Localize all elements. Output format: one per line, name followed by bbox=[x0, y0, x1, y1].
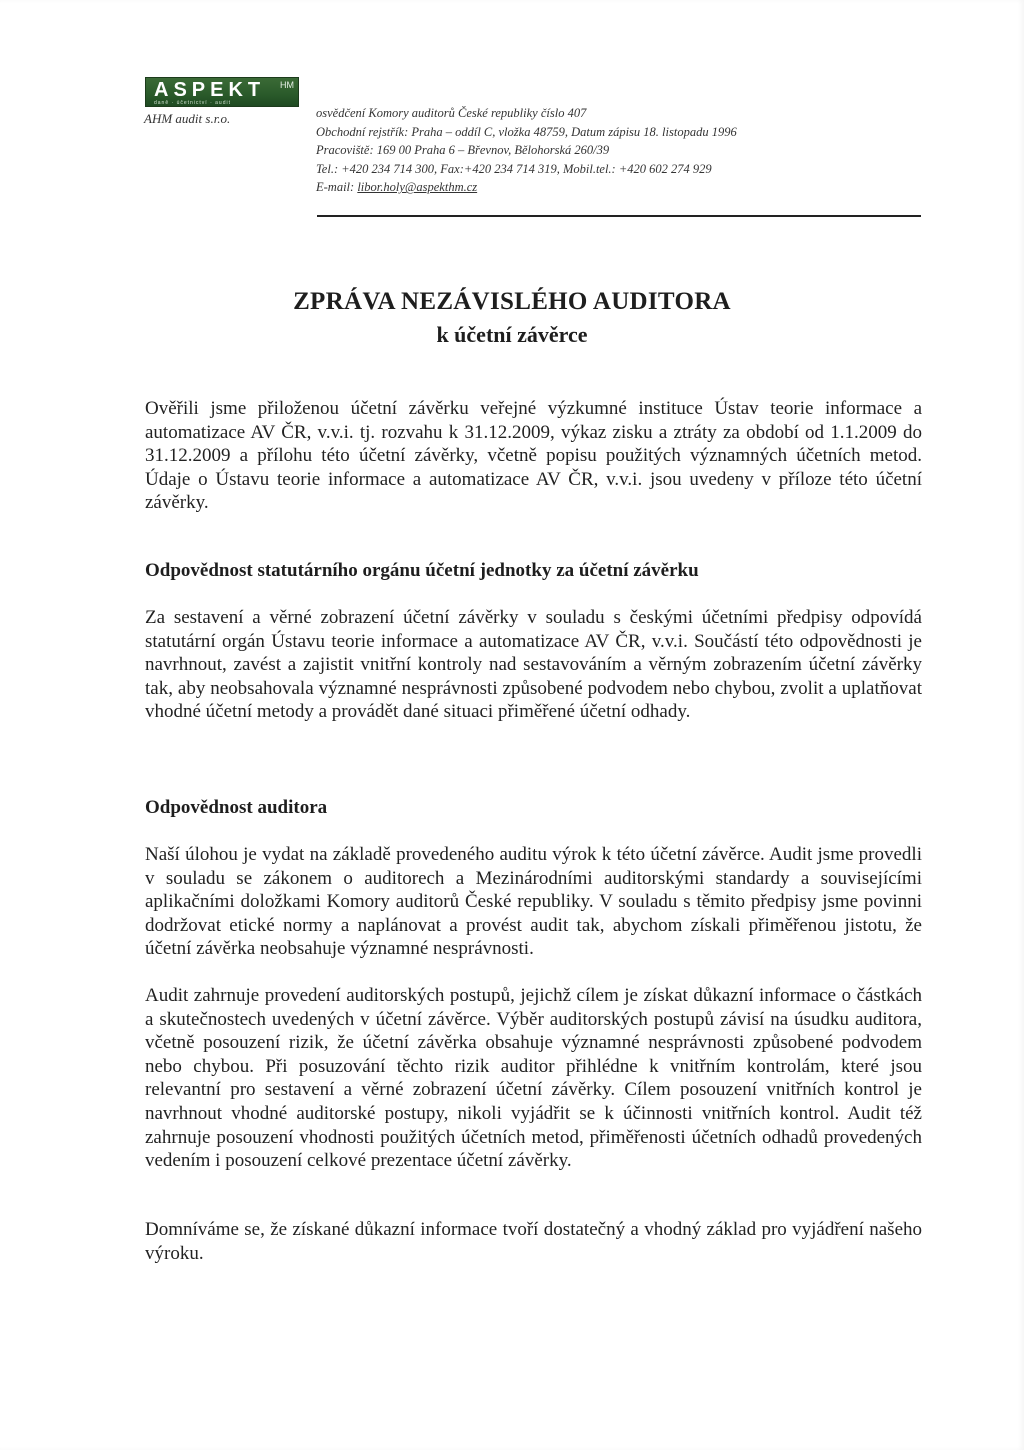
email-label: E-mail: bbox=[316, 180, 358, 195]
company-name: AHM audit s.r.o. bbox=[144, 111, 231, 126]
section-heading-statutory: Odpovědnost statutárního orgánu účetní jednotky za účetní závěrku bbox=[145, 560, 699, 581]
contact-line-office: Pracoviště: 169 00 Praha 6 – Břevnov, Bělohorská 260/39 bbox=[316, 143, 610, 158]
report-title: ZPRÁVA NEZÁVISLÉHO AUDITORA bbox=[293, 288, 731, 315]
section-heading-auditor: Odpovědnost auditora bbox=[145, 797, 328, 818]
contact-line-register: Obchodní rejstřík: Praha – oddíl C, vložka 48759, Datum zápisu 18. listopadu 1996 bbox=[316, 124, 737, 139]
auditor-paragraph-3: Domníváme se, že získané důkazní informace tvoří dostatečný a vhodný základ pro vyjádření našeho výroku. bbox=[145, 1219, 922, 1264]
contact-line-phone: Tel.: +420 234 714 300, Fax:+420 234 714 319, Mobil.tel.: +420 602 274 929 bbox=[316, 161, 712, 176]
header-divider bbox=[317, 215, 921, 217]
auditor-paragraph-2: Audit zahrnuje provedení auditorských postupů, jejichž cílem je získat důkazní informace o částkách a skutečnostech uvedených v účetní závěrce. Výběr auditorských postupů závisí na úsudku auditora, včetně posouzení rizik, že účetní závěrka obsahuje významné nesprávnosti způsobené podvodem nebo chybou. Při posuzování těchto rizik auditor přihlédne k vnitřním kontrolám, které jsou relevantní pro sestavení a věrné zobrazení účetní závěrky. Cílem posouzení vnitřních kontrol je navrhnout vhodné auditorské postupy, nikoli vyjádřit se k účinnosti vnitřních kontrol. Audit též zahrnuje posouzení vhodnosti použitých účetních metod, přiměřenosti účetních odhadů provedených vedením i posouzení celkové prezentace účetní závěrky. bbox=[145, 985, 922, 1172]
email-link[interactable]: libor.holy@aspekthm.cz bbox=[357, 180, 478, 195]
contact-line-email bbox=[316, 178, 737, 197]
contact-block bbox=[316, 104, 737, 197]
logo-tagline: daně · účetnictví · audit bbox=[154, 100, 231, 106]
auditor-paragraph-1: Naší úlohou je vydat na základě provedeného auditu výrok k této účetní závěrce. Audit jsme provedli v souladu se zákonem o auditorech a Mezinárodními auditorskými standardy a souvisejícími aplikačními doložkami Komory auditorů České republiky. V souladu s těmito předpisy jsme povinni dodržovat etické normy a naplánovat a provést audit tak, abychom získali přiměřenou jistotu, že účetní závěrka neobsahuje významné nesprávnosti. bbox=[145, 844, 922, 960]
logo-trademark: HM bbox=[280, 80, 294, 90]
report-subtitle: k účetní závěrce bbox=[436, 322, 588, 347]
contact-line-certificate: osvědčení Komory auditorů České republiky číslo 407 bbox=[316, 106, 587, 120]
logo-brand-text: ASPEKT bbox=[154, 79, 266, 101]
aspekt-logo bbox=[145, 77, 299, 107]
intro-paragraph: Ověřili jsme přiloženou účetní závěrku veřejné výzkumné instituce Ústav teorie informace a automatizace AV ČR, v.v.i. tj. rozvahu k 31.12.2009, výkaz zisku a ztráty za období od 1.1.2009 do 31.12.2009 a přílohu této účetní závěrky, včetně popisu použitých významných účetních metod. Údaje o Ústavu teorie informace a automatizace AV ČR, v.v.i. jsou uvedeny v příloze této účetní závěrky. bbox=[145, 398, 922, 514]
statutory-paragraph: Za sestavení a věrné zobrazení účetní závěrky v souladu s českými účetními předpisy odpovídá statutární orgán Ústavu teorie informace a automatizace AV ČR, v.v.i. Součástí této odpovědnosti je navrhnout, zavést a zajistit vnitřní kontroly nad sestavováním a věrným zobrazením účetní závěrky tak, aby neobsahovala významné nesprávnosti způsobené podvodem nebo chybou, zvolit a uplatňovat vhodné účetní metody a provádět dané situaci přiměřené účetní odhady. bbox=[145, 607, 922, 723]
